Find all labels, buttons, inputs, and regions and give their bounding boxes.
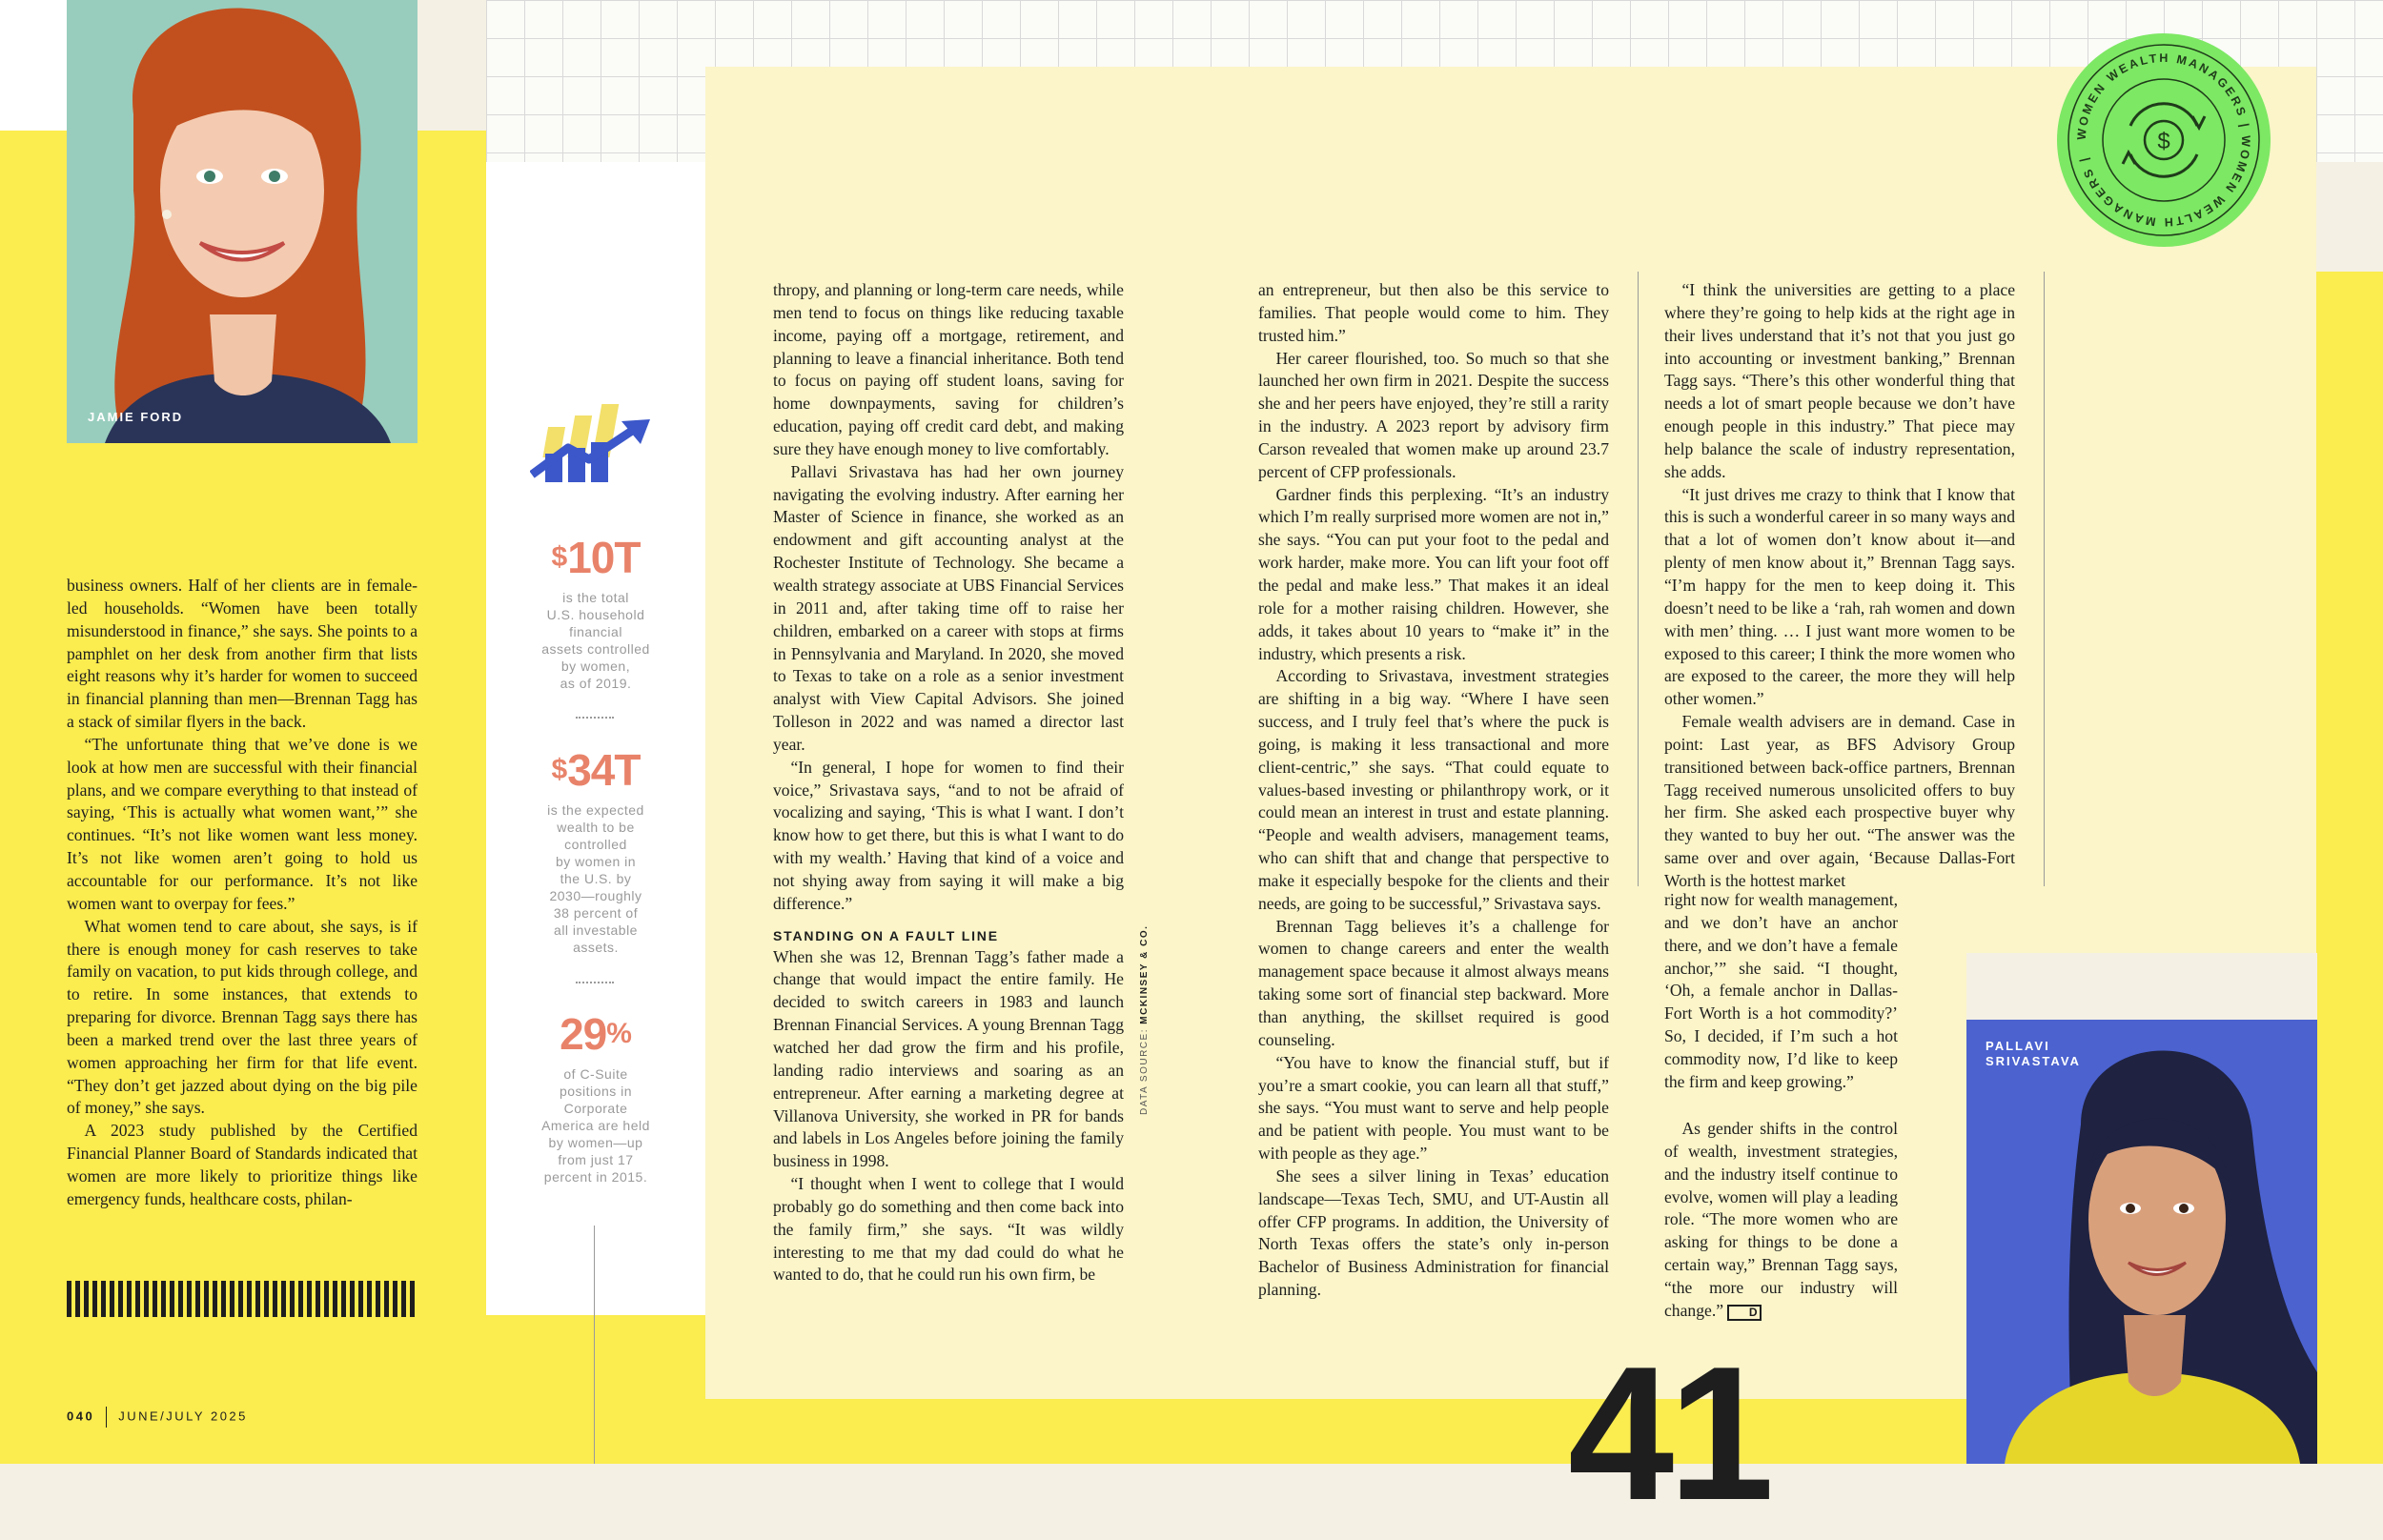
paragraph: When she was 12, Brennan Tagg’s father made a change that would impact the entire family. He decided to switch careers in 1983 and launch Brennan Financial Services. A young Brennan Tagg watched her dad grow the firm and his profile, landing radio interviews and soaring as an entrepreneur. After earning a marketing degree at Villanova University, she worked in PR for bands and labels in Los Angeles before joining the family business in 1998.: [773, 946, 1124, 1171]
section-heading: STANDING ON A FAULT LINE: [773, 927, 999, 943]
portrait-illustration: [1966, 953, 2317, 1464]
paragraph: “It just drives me crazy to think that I know that this is such a wonderful career in so many ways and that a lot of women don’t know about it—and plenty of men know about it,” Brennan Tagg says. “I’m happy for the men to keep doing it. This doesn’t need to be like a ‘rah, rah women and down with men’ thing. … I just want more women to be exposed to this career; I think the more women who are exposed to the career, the more they will help other women.”: [1664, 484, 2015, 709]
paragraph: According to Srivastava, investment strategies are shifting in a big way. “Where I have seen success, and I truly feel that’s where the puck is going, is making it less transactional and more client-centric,” she says. “That could equate to values-based investing or philanthropy work, or it could mean an interest in trust and estate planning. “People and wealth advisers, management teams, who can shift that and change that perspective to make it especially bespoke for the clients and their needs, are going to be successful,” Srivastava says.: [1258, 666, 1609, 913]
growth-chart-icon: [530, 400, 663, 486]
column-rule: [1638, 272, 1639, 886]
portrait-jamie-ford: [67, 0, 418, 443]
big-page-number: 41: [1568, 1327, 1769, 1540]
svg-text:$: $: [2157, 129, 2170, 154]
article-column-3: [1258, 279, 1609, 1302]
paragraph: What women tend to care about, she says, is if there is enough money for cash reserves to take family on vacation, to put kids through college, and to retire. In some instances, that extends to preparing for divorce. Brennan Tagg says there has been a marked trend over the last three years of women approaching her firm for that life event. “They don’t get jazzed about dying on the big pile of money,” she says.: [67, 916, 418, 1118]
paragraph: A 2023 study published by the Certified Financial Planner Board of Standards indicated that women are more likely to prioritize things like emergency funds, healthcare costs, philan-: [67, 1121, 418, 1208]
divider: [576, 717, 614, 719]
article-column-2: [773, 279, 1124, 1287]
sidebar-rule: [594, 1226, 595, 1464]
divider: [576, 982, 614, 983]
paragraph: “I thought when I went to college that I would probably go do something and then come back into the family firm,” she says. “It was wildly interesting to me that my dad could do what he wanted to do, that he could run his own firm, be: [773, 1174, 1124, 1285]
barcode-decoration: [67, 1281, 418, 1317]
photo-caption-jamie-ford: JAMIE FORD: [88, 410, 184, 424]
stat-c-suite: [505, 1010, 686, 1185]
page-footer: [67, 1407, 248, 1428]
article-column-1: [67, 575, 418, 1211]
portrait-illustration: [67, 0, 418, 443]
paragraph: thropy, and planning or long-term care needs, while men tend to focus on things like reducing taxable income, paying off a mortgage, retirement, and planning to leave a financial inheritance. Both tend to focus on paying off student loans, saving for home downpayments, saving for children’s education, paying off credit card debt, and making sure they have enough money to live comfortably.: [773, 280, 1124, 458]
paragraph: Brennan Tagg believes it’s a challenge for women to change careers and enter the wealth management space because it almost always means taking some sort of financial step backward. More than anything, the skillset required is good counseling.: [1258, 916, 1609, 1049]
background-yellow-right: [2314, 272, 2383, 1464]
badge-text: WOMEN WEALTH MANAGERS | WOMEN WEALTH MANAGERS |: [2074, 51, 2253, 230]
women-wealth-managers-badge: [2054, 30, 2273, 250]
stat-value: 29%: [560, 1009, 632, 1059]
issue-date: JUNE/JULY 2025: [118, 1408, 248, 1424]
end-mark-icon: D: [1727, 1305, 1761, 1321]
article-column-4-end: [1664, 1118, 1898, 1323]
paragraph: As gender shifts in the control of wealth, investment strategies, and the industry itself continue to evolve, women will play a leading role. “The more women who are asking for things to be done a certain way,” Brennan Tagg says, “the more our industry will change.” D: [1664, 1119, 1898, 1320]
background-white: [0, 0, 67, 131]
footer-separator: [106, 1407, 107, 1428]
stat-description: is the expected wealth to be controlled by women in the U.S. by 2030—roughly 38 percent of all investable assets.: [547, 802, 644, 955]
data-source-credit: DATA SOURCE: MCKINSEY & CO.: [1139, 924, 1150, 1115]
stat-description: is the total U.S. household financial assets controlled by women, as of 2019.: [541, 590, 650, 691]
paragraph: Female wealth advisers are in demand. Case in point: Last year, as BFS Advisory Group transitioned between back-office partners, Brennan Tagg received numerous unsolicited offers to buy her firm. She asked each prospective buyer why they wanted to buy her out. “The answer was the same over and over again, ‘Because Dallas-Fort Worth is the hottest market: [1664, 712, 2015, 890]
page-number: 040: [67, 1408, 95, 1424]
stat-household-assets: [505, 534, 686, 692]
paragraph: She sees a silver lining in Texas’ education landscape—Texas Tech, SMU, and UT-Austin all offer CFP programs. In addition, the University of North Texas offers the state’s only in-person Bachelor of Business Administration for financial planning.: [1258, 1165, 1609, 1300]
stat-expected-wealth: [505, 746, 686, 956]
paragraph: an entrepreneur, but then also be this service to families. That people would come to him. They trusted him.”: [1258, 280, 1609, 345]
paragraph: “I think the universities are getting to a place where they’re going to help kids at the right age in their lives understand that it’s not that you just go into accounting or investment banking,” Brennan Tagg says. “There’s this other wonderful thing that needs a lot of smart people because we don’t have enough people in this industry.” That piece may help balance the scale of industry representation, she adds.: [1664, 280, 2015, 481]
stat-value: $34T: [551, 745, 641, 795]
paragraph: “In general, I hope for women to find their voice,” Srivastava says, “and to not be afraid of vocalizing and saying, ‘This is what I want. I don’t know how to get there, but this is what I want to do with my wealth.’ Having that kind of a voice and not shying away from saying it will make a big difference.”: [773, 757, 1124, 913]
photo-caption-srivastava: SRIVASTAVA: [1986, 1054, 2081, 1068]
paragraph: Her career flourished, too. So much so that she launched her own firm in 2021. Despite the success she and her peers have enjoyed, they’re still a rarity in the industry. A 2023 report by advisory firm Carson revealed that women make up around 23.7 percent of CFP professionals.: [1258, 348, 1609, 481]
paragraph: business owners. Half of her clients are in female-led households. “Women have been totally misunderstood in finance,” she says. She points to a pamphlet on her desk from another firm that lists eight reasons why it’s harder for women to succeed in financial planning than men—Brennan Tagg has a stack of similar flyers in the back.: [67, 576, 418, 732]
paragraph: Gardner finds this perplexing. “It’s an industry which I’m really surprised more women are not in,” she says. “You can put your foot to the pedal and work harder, make more. You can lift your foot off the pedal and make less.” That makes it an ideal role for a mother raising children. However, she adds, it takes about 10 years to “make it” in the industry, which presents a risk.: [1258, 484, 1609, 663]
article-column-4-wrap: [1664, 889, 1898, 1094]
paragraph: “You have to know the financial stuff, but if you’re a smart cookie, you can learn all that stuff,” she says. “You must want to serve and help people and be patient with people. You must want to be with people as they age.”: [1258, 1052, 1609, 1164]
photo-caption-pallavi: PALLAVI: [1986, 1039, 2050, 1053]
article-column-4: [1664, 279, 2015, 893]
portrait-pallavi-srivastava: [1966, 953, 2317, 1464]
stat-description: of C-Suite positions in Corporate America are held by women—up from just 17 percent in 2015.: [541, 1066, 650, 1185]
paragraph: “The unfortunate thing that we’ve done is we look at how men are successful with their financial plans, and we compare everything to that instead of saying, ‘This is actually what women want,’” she continues. “It’s not like women want less money. It’s not like women aren’t going to hold us accountable for our performance. It’s not like women want to overpay for fees.”: [67, 734, 418, 913]
stat-value: $10T: [551, 533, 641, 582]
column-rule: [2044, 272, 2045, 886]
paragraph: Pallavi Srivastava has had her own journey navigating the evolving industry. After earning her Master of Science in finance, she worked as an endowment and gift accounting analyst at the Rochester Institute of Technology. She became a wealth strategy associate at UBS Financial Services in 2011 and, after taking time off to raise her children, embarked on a career with stops at firms in Pennsylvania and Maryland. In 2020, she moved to Texas to take on a role as a senior investment analyst with View Capital Advisors. She joined Tolleson in 2022 and was named a director last year.: [773, 461, 1124, 754]
paragraph: right now for wealth management, and we don’t have an anchor there, and we don’t have a female anchor,’” she said. “I thought, ‘Oh, a female anchor in Dallas-Fort Worth is a hot commodity?’ So, I decided, if I’m such a hot commodity now, I’d like to keep the firm and keep growing.”: [1664, 890, 1898, 1091]
